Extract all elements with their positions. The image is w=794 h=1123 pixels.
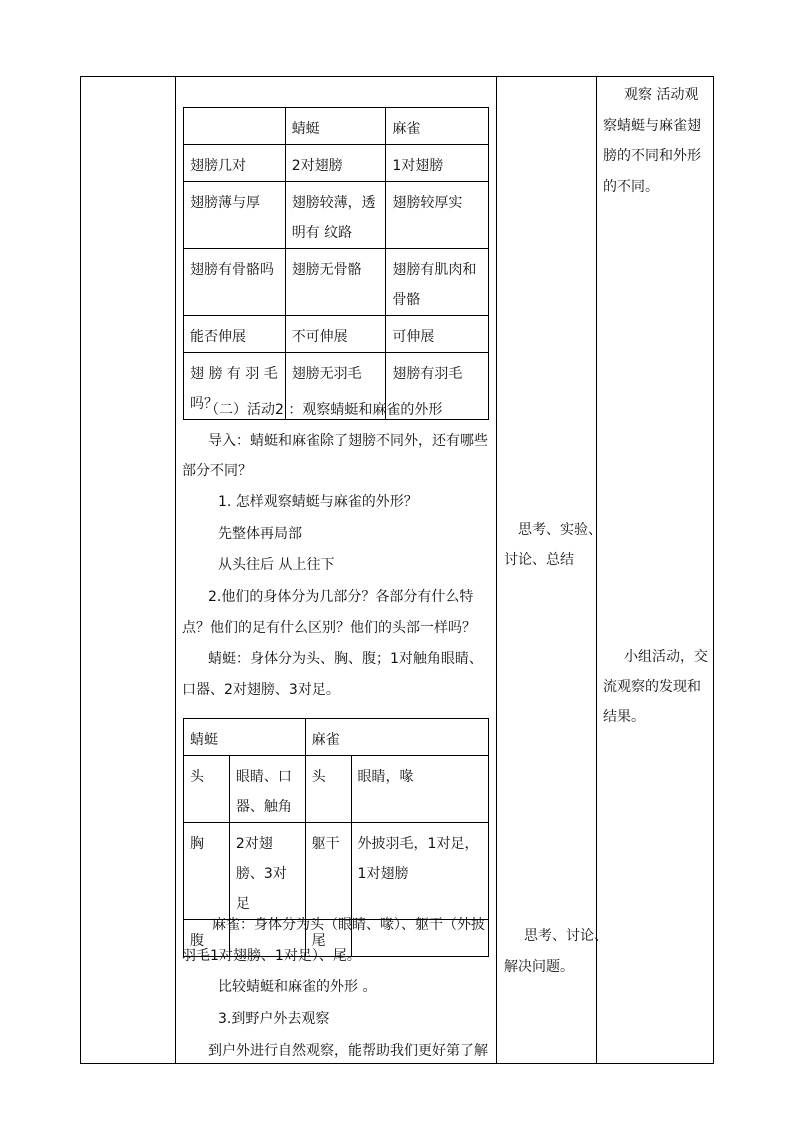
table-cell: 翅膀有骨骼吗 bbox=[184, 249, 286, 316]
table-cell: 尾 bbox=[305, 920, 351, 957]
design-intent: 观察 活动观 bbox=[624, 87, 699, 103]
table-cell: 翅膀较厚实 bbox=[386, 182, 489, 249]
table-cell: 蜻蜓 bbox=[184, 719, 306, 756]
table-row bbox=[184, 182, 489, 249]
intro-line: 部分不同？ bbox=[182, 463, 252, 479]
answer-line: 先整体再局部 bbox=[218, 526, 302, 542]
table-cell: 躯干 bbox=[305, 823, 351, 920]
table-cell: 翅膀有羽毛 bbox=[386, 353, 489, 420]
table-cell: 不可伸展 bbox=[285, 316, 386, 353]
outdoor-text: 到户外进行自然观察，能帮助我们更好第了解 bbox=[208, 1043, 488, 1059]
table-cell: 外披羽毛，1对足，1对翅膀 bbox=[351, 823, 488, 920]
table-cell: 2对翅膀、3对足 bbox=[229, 823, 305, 920]
question-2: 点？他们的足有什么区别？他们的头部一样吗？ bbox=[182, 620, 476, 636]
table-header-row bbox=[184, 108, 489, 145]
column-divider-3 bbox=[596, 77, 597, 1063]
table-row bbox=[184, 316, 489, 353]
table-cell: 能否伸展 bbox=[184, 316, 286, 353]
table-cell: 翅膀几对 bbox=[184, 145, 286, 182]
design-intent: 察蜻蜓与麻雀翅 bbox=[603, 118, 701, 134]
sparrow-description: 羽毛1对翅膀、1对足）、尾。 bbox=[182, 948, 361, 964]
table-cell: 翅膀较薄，透明有 纹路 bbox=[285, 182, 386, 249]
question-3: 3.到野户外去观察 bbox=[218, 1011, 330, 1027]
table-cell: 翅膀薄与厚 bbox=[184, 182, 286, 249]
dragonfly-description: 蜻蜓：身体分为头、胸、腹；1对触角眼睛、 bbox=[208, 651, 483, 667]
table-cell: 麻雀 bbox=[305, 719, 488, 756]
table-row bbox=[184, 249, 489, 316]
compare-instruction: 比较蜻蜓和麻雀的外形 。 bbox=[218, 979, 377, 995]
student-activity: 思考、实验、 bbox=[518, 522, 602, 538]
table-cell: 头 bbox=[184, 756, 230, 823]
table-cell: 翅膀有肌肉和骨骼 bbox=[386, 249, 489, 316]
table-cell: 1对翅膀 bbox=[386, 145, 489, 182]
sparrow-description: 麻雀：身体分为头（眼睛、喙）、躯干（外披 bbox=[212, 917, 485, 933]
question-1: 1. 怎样观察蜻蜓与麻雀的外形？ bbox=[218, 494, 418, 510]
table-row bbox=[184, 756, 489, 823]
activity-title: （二）活动2 ：观察蜻蜓和麻雀的外形 bbox=[205, 402, 443, 418]
table-cell: 可伸展 bbox=[386, 316, 489, 353]
table-cell: 翅膀无羽毛 bbox=[285, 353, 386, 420]
design-intent: 小组活动，交 bbox=[624, 649, 708, 665]
student-activity: 讨论、总结 bbox=[504, 552, 574, 568]
design-intent: 膀的不同和外形 bbox=[603, 148, 701, 164]
design-intent: 结果。 bbox=[603, 709, 645, 725]
table-cell: 2对翅膀 bbox=[285, 145, 386, 182]
design-intent: 的不同。 bbox=[603, 179, 659, 195]
table-cell: 蜻蜓 bbox=[285, 108, 386, 145]
table-header-row bbox=[184, 719, 489, 756]
table-cell: 眼睛，喙 bbox=[351, 756, 488, 823]
intro-line: 导入：蜻蜓和麻雀除了翅膀不同外，还有哪些 bbox=[208, 433, 488, 449]
table-cell: 胸 bbox=[184, 823, 230, 920]
question-2: 2.他们的身体分为几部分？各部分有什么特 bbox=[208, 589, 474, 605]
table-cell: 翅 膀 有 羽 毛 吗？ bbox=[184, 353, 286, 420]
table-cell bbox=[184, 108, 286, 145]
table-row bbox=[184, 823, 489, 920]
student-activity: 思考、讨论、 bbox=[524, 928, 608, 944]
dragonfly-description: 口器、2对翅膀、3对足。 bbox=[182, 682, 340, 698]
column-divider-2 bbox=[496, 77, 497, 1063]
table-row bbox=[184, 145, 489, 182]
column-divider-1 bbox=[175, 77, 176, 1063]
student-activity: 解决问题。 bbox=[504, 959, 574, 975]
answer-line: 从头往后 从上往下 bbox=[218, 557, 335, 573]
table-cell: 腹 bbox=[184, 920, 230, 957]
table-cell: 麻雀 bbox=[386, 108, 489, 145]
design-intent: 流观察的发现和 bbox=[603, 679, 701, 695]
table-cell: 头 bbox=[305, 756, 351, 823]
table-cell: 翅膀无骨骼 bbox=[285, 249, 386, 316]
table-cell: 眼睛、口器、触角 bbox=[229, 756, 305, 823]
wing-comparison-table bbox=[183, 107, 489, 420]
